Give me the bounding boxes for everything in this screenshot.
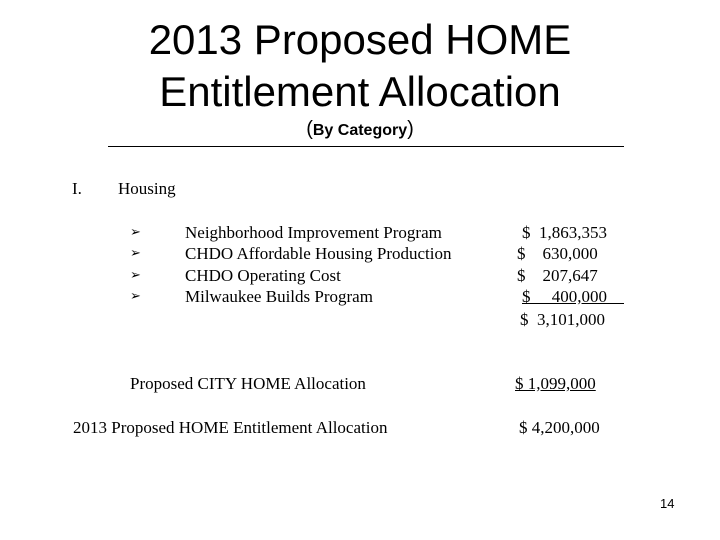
bullet-arrow-icon: ➢ [130,268,141,283]
item-label: Neighborhood Improvement Program [185,223,442,242]
bullet-arrow-icon: ➢ [130,289,141,304]
subtitle-text: By Category [312,122,408,139]
total-amount: $ 4,200,000 [519,418,600,437]
subtotal-amount: $ 3,101,000 [520,310,605,329]
item-amount: $ 630,000 [517,244,598,263]
bullet-arrow-icon: ➢ [130,246,141,261]
subtitle-open-paren: ( [306,118,313,140]
slide-title-line-1: 2013 Proposed HOME [148,16,572,63]
item-amount: $ 400,000 [522,287,624,306]
page-number: 14 [660,496,675,511]
bullet-arrow-icon: ➢ [130,225,141,240]
total-label: 2013 Proposed HOME Entitlement Allocation [73,418,388,437]
city-allocation-amount: $ 1,099,000 [515,374,596,393]
section-heading: Housing [118,179,176,198]
slide-title-line-2: Entitlement Allocation [159,68,561,115]
item-amount: $ 207,647 [517,266,598,285]
item-amount: $ 1,863,353 [522,223,607,242]
subtitle-close-paren: ) [407,118,414,140]
item-label: CHDO Operating Cost [185,266,341,285]
item-label: Milwaukee Builds Program [185,287,373,306]
item-label: CHDO Affordable Housing Production [185,244,452,263]
title-divider [108,146,624,147]
city-allocation-label: Proposed CITY HOME Allocation [130,374,366,393]
section-numeral: I. [72,179,82,198]
slide-subtitle [0,118,720,141]
